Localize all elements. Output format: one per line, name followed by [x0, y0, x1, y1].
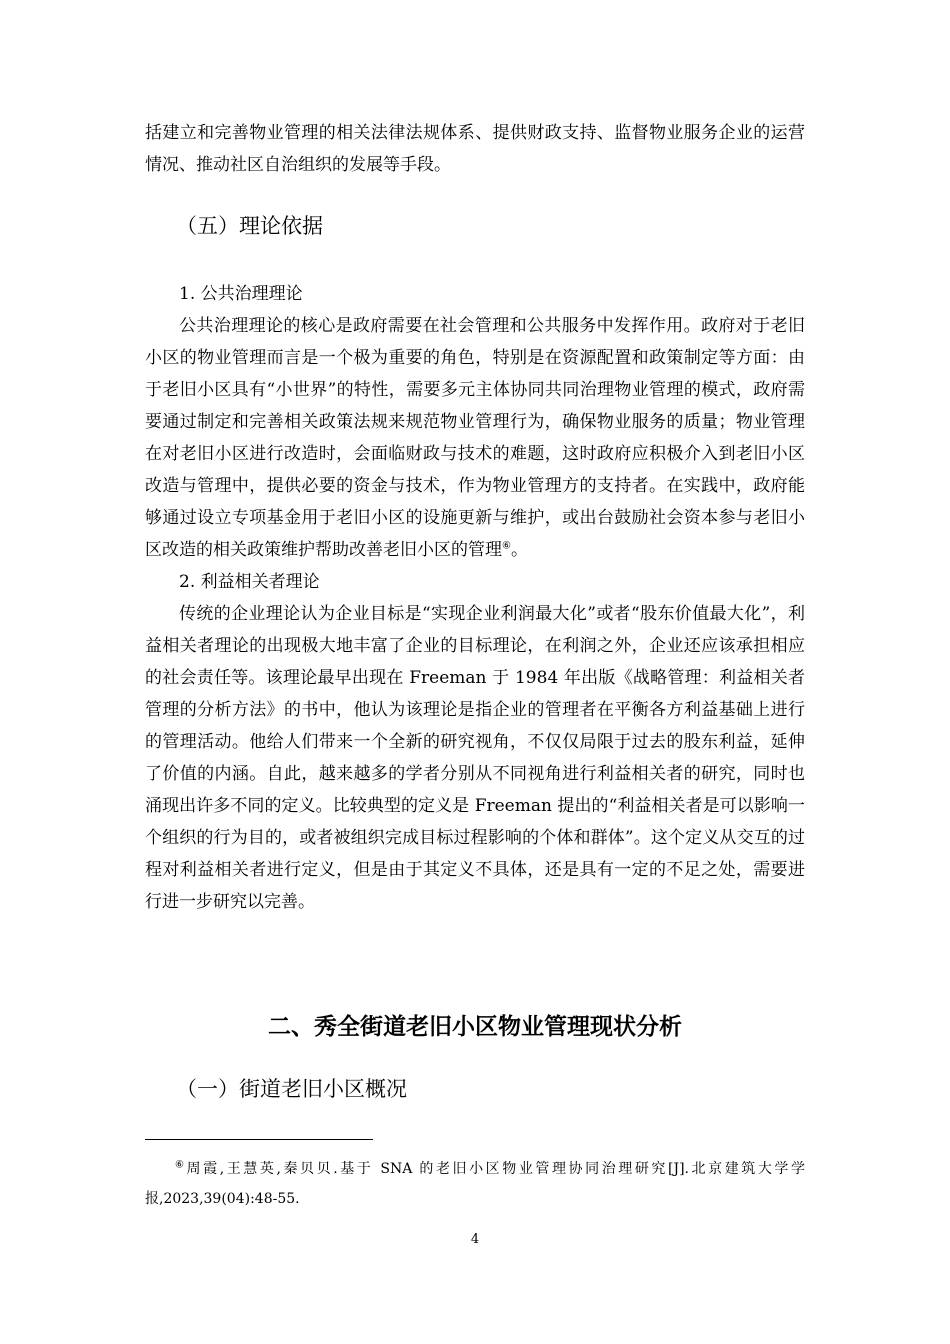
- paragraph-continued: [145, 117, 805, 181]
- footnote-text: 周霞,王慧英,秦贝贝.基于 SNA 的老旧小区物业管理协同治理研究[J].北京建筑大学学报,2023,39(04):48-55.: [145, 1161, 806, 1207]
- theory-2-body: 传统的企业理论认为企业目标是“实现企业利润最大化”或者“股东价值最大化”，利益相关者理论的出现极大地丰富了企业的目标理论，在利润之外，企业还应该承担相应的社会责任等。该理论最早出现在 Freeman 于 1984 年出版《战略管理：利益相关者管理的分析方法》的书中，他认为该理论是指企业的管理者在平衡各方利益基础上进行的管理活动。他给人们带来一个全新的研究视角，不仅仅局限于过去的股东利益，延伸了价值的内涵。自此，越来越多的学者分别从不同视角进行利益相关者的研究，同时也涌现出许多不同的定义。比较典型的定义是 Freeman 提出的“利益相关者是可以影响一个组织的行为目的，或者被组织完成目标过程影响的个体和群体”。这个定义从交互的过程对利益相关者进行定义，但是由于其定义不具体，还是具有一定的不足之处，需要进行进一步研究以完善。: [145, 604, 805, 912]
- theory-1-body: [145, 310, 805, 566]
- section-heading-1: （一）街道老旧小区概况: [176, 1077, 407, 1101]
- theory-1-title: 1. 公共治理理论: [179, 284, 303, 304]
- page-number: 4: [470, 1232, 480, 1247]
- paragraph-text: 括建立和完善物业管理的相关法律法规体系、提供财政支持、监督物业服务企业的运营情况、推动社区自治组织的发展等手段。: [145, 123, 805, 175]
- chapter-heading-2: 二、秀全街道老旧小区物业管理现状分析: [268, 1014, 682, 1040]
- theory-1-end: 。: [510, 540, 528, 560]
- footnote: [145, 1154, 805, 1214]
- footnote-entry: [145, 1154, 805, 1214]
- footnote-divider: [145, 1139, 373, 1140]
- section-heading-5: （五）理论依据: [176, 214, 323, 238]
- footnote-mark: ⑥: [175, 1159, 187, 1171]
- theory-1-text: 公共治理理论的核心是政府需要在社会管理和公共服务中发挥作用。政府对于老旧小区的物业管理而言是一个极为重要的角色，特别是在资源配置和政策制定等方面：由于老旧小区具有“小世界”的特性，需要多元主体协同共同治理物业管理的模式，政府需要通过制定和完善相关政策法规来规范物业管理行为，确保物业服务的质量；物业管理在对老旧小区进行改造时，会面临财政与技术的难题，这时政府应积极介入到老旧小区改造与管理中，提供必要的资金与技术，作为物业管理方的支持者。在实践中，政府能够通过设立专项基金用于老旧小区的设施更新与维护，或出台鼓励社会资本参与老旧小区改造的相关政策维护帮助改善老旧小区的管理: [145, 316, 805, 560]
- theory-2-title: 2. 利益相关者理论: [179, 572, 320, 592]
- theory-section: [145, 278, 805, 918]
- footnote-reference: ⑥: [502, 540, 511, 552]
